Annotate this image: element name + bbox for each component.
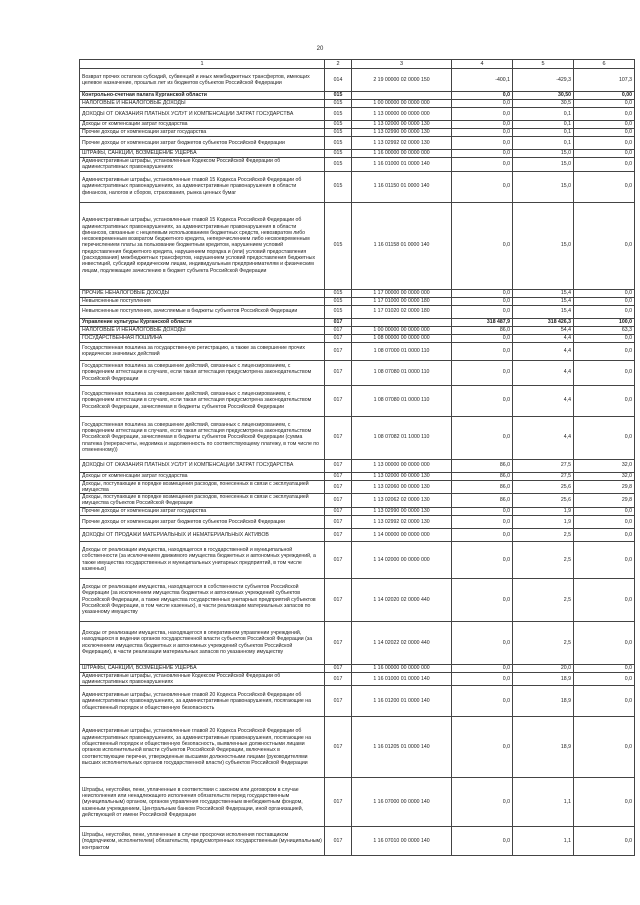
row-code: 015	[325, 121, 352, 129]
row-kbk: 1 17 01020 02 0000 180	[352, 305, 452, 318]
table-row	[80, 158, 635, 172]
row-fact: 2,5	[513, 541, 574, 578]
row-plan: 0,0	[452, 416, 513, 459]
row-fact: 20,0	[513, 664, 574, 672]
row-code: 015	[325, 108, 352, 121]
row-percent: 0,0	[574, 342, 635, 360]
row-code: 017	[325, 334, 352, 342]
row-code: 015	[325, 129, 352, 137]
table-row	[80, 69, 635, 92]
row-code: 017	[325, 326, 352, 334]
row-fact: 0,1	[513, 137, 574, 150]
row-plan: 86,0	[452, 459, 513, 472]
row-code: 015	[325, 297, 352, 305]
row-plan: 318 487,9	[452, 318, 513, 326]
header-cell: 1	[80, 60, 325, 69]
row-plan: 86,0	[452, 480, 513, 494]
row-percent: 107,3	[574, 69, 635, 92]
table-row	[80, 385, 635, 416]
row-fact: 2,5	[513, 528, 574, 541]
row-percent: 0,0	[574, 827, 635, 856]
page-number: 20	[316, 46, 324, 52]
row-percent: 0,0	[574, 578, 635, 621]
row-name: Прочие доходы от компенсации затрат государства	[80, 507, 325, 515]
row-name: Возврат прочих остатков субсидий, субвенций и иных межбюджетных трансфертов, имеющих целевое назначение, прошлых лет из бюджетов субъектов Российской Федерации	[80, 69, 325, 92]
row-kbk: 1 16 01200 01 0000 140	[352, 686, 452, 717]
row-fact: 2,5	[513, 621, 574, 664]
row-name: Доходы от реализации имущества, находящегося в оперативном управлении учреждений, находящихся в ведении органов государственной власти субъектов Российской Федерации (за исключением имущества бюджетных и автономных учреждений субъектов Российской Федерации), в части реализации материальных запасов по указанному имуществу	[80, 621, 325, 664]
row-plan: 86,0	[452, 494, 513, 508]
row-code: 014	[325, 69, 352, 92]
table-row	[80, 686, 635, 717]
row-kbk: 1 00 00000 00 0000 000	[352, 326, 452, 334]
row-fact: 1,9	[513, 507, 574, 515]
row-name: ШТРАФЫ, САНКЦИИ, ВОЗМЕЩЕНИЕ УЩЕРБА	[80, 150, 325, 158]
row-name: Административные штрафы, установленные главой 20 Кодекса Российской Федерации об административных правонарушениях, за административные правонарушения, посягающие на общественный порядок и общественную безопасность	[80, 686, 325, 717]
row-percent: 32,0	[574, 472, 635, 480]
row-code: 017	[325, 686, 352, 717]
row-name: ПРОЧИЕ НЕНАЛОГОВЫЕ ДОХОДЫ	[80, 289, 325, 297]
row-fact: 54,4	[513, 326, 574, 334]
table-row	[80, 108, 635, 121]
row-name: Административные штрафы, установленные главой 15 Кодекса Российской Федерации об административных правонарушениях, за административные правонарушения в области финансов, связанные с нецелевым использованием бюджетных средств, невозвратом либо несвоевременным возвратом бюджетного кредита, неперечислением либо несвоевременным перечислением платы за пользование бюджетным кредитом, нарушением условий предоставления бюджетного кредита, нарушением порядка и (или) условий предоставления (расходования) межбюджетных трансфертов, нарушением условий предоставления бюджетных инвестиций, субсидий юридическим лицам, индивидуальным предпринимателям и физическим лицам, подлежащие зачислению в бюджет субъекта Российской Федерации	[80, 202, 325, 289]
header-cell: 2	[325, 60, 352, 69]
row-code: 015	[325, 171, 352, 202]
table-row	[80, 342, 635, 360]
row-fact: 15,0	[513, 158, 574, 172]
row-plan: 0,0	[452, 621, 513, 664]
revenue-table	[79, 59, 635, 856]
table-row	[80, 121, 635, 129]
row-percent: 0,0	[574, 305, 635, 318]
row-name: Прочие доходы от компенсации затрат государства	[80, 129, 325, 137]
row-fact: 4,4	[513, 342, 574, 360]
row-percent: 0,0	[574, 100, 635, 108]
row-name: Доходы, поступающие в порядке возмещения расходов, понесенных в связи с эксплуатацией имущества	[80, 480, 325, 494]
table-header-row	[80, 60, 635, 69]
row-code: 017	[325, 717, 352, 778]
row-fact: 0,1	[513, 121, 574, 129]
row-code: 017	[325, 480, 352, 494]
row-name: Невыясненные поступления	[80, 297, 325, 305]
row-percent: 0,0	[574, 664, 635, 672]
row-name: Штрафы, неустойки, пени, уплаченные в соответствии с законом или договором в случае неисполнения или ненадлежащего исполнения обязательств перед государственным (муниципальным) органом, органом управления государственным внебюджетным фондом, казенным учреждением, Центральным банком Российской Федерации, иной организацией, действующей от имени Российской Федерации	[80, 778, 325, 827]
row-percent: 29,8	[574, 480, 635, 494]
row-code: 017	[325, 360, 352, 385]
row-fact: 15,4	[513, 297, 574, 305]
row-code: 017	[325, 318, 352, 326]
row-name: Административные штрафы, установленные Кодексом Российской Федерации об административных правонарушениях	[80, 158, 325, 172]
row-code: 017	[325, 515, 352, 528]
row-name: Государственная пошлина за государственную регистрацию, а также за совершение прочих юридически значимых действий	[80, 342, 325, 360]
row-kbk: 1 17 00000 00 0000 000	[352, 289, 452, 297]
row-kbk: 1 08 00000 00 0000 000	[352, 334, 452, 342]
row-kbk: 1 00 00000 00 0000 000	[352, 100, 452, 108]
row-kbk: 1 14 02020 02 0000 440	[352, 578, 452, 621]
row-name: Государственная пошлина за совершение действий, связанных с лицензированием, с проведением аттестации в случаях, если такая аттестация предусмотрена законодательством Российской Федерации, зачисляемая в бюджеты субъектов Российской Федерации	[80, 385, 325, 416]
row-fact: 27,5	[513, 459, 574, 472]
row-fact: 15,4	[513, 289, 574, 297]
row-name: НАЛОГОВЫЕ И НЕНАЛОГОВЫЕ ДОХОДЫ	[80, 100, 325, 108]
row-kbk: 1 16 07000 00 0000 140	[352, 778, 452, 827]
row-code: 017	[325, 507, 352, 515]
table-row	[80, 360, 635, 385]
row-kbk: 1 08 07080 01 0000 110	[352, 385, 452, 416]
row-name: Доходы от реализации имущества, находящегося в государственной и муниципальной собственности (за исключением движимого имущества бюджетных и автономных учреждений, а также имущества государственных и муниципальных унитарных предприятий, в том числе казенных)	[80, 541, 325, 578]
table-row	[80, 578, 635, 621]
table-row	[80, 664, 635, 672]
table-row	[80, 289, 635, 297]
table-row	[80, 621, 635, 664]
row-name: ДОХОДЫ ОТ ОКАЗАНИЯ ПЛАТНЫХ УСЛУГ И КОМПЕНСАЦИИ ЗАТРАТ ГОСУДАРСТВА	[80, 108, 325, 121]
row-plan: 0,0	[452, 108, 513, 121]
row-percent: 0,0	[574, 171, 635, 202]
table-row	[80, 100, 635, 108]
row-kbk: 1 13 02060 00 0000 130	[352, 480, 452, 494]
table-row	[80, 528, 635, 541]
row-plan: 0,0	[452, 686, 513, 717]
row-name: Административные штрафы, установленные главой 15 Кодекса Российской Федерации об административных правонарушениях, за административные правонарушения в области финансов, налогов и сборов, страхования, рынка ценных бумаг	[80, 171, 325, 202]
row-fact: -429,3	[513, 69, 574, 92]
row-fact: 25,6	[513, 494, 574, 508]
row-kbk: 1 13 02062 02 0000 130	[352, 494, 452, 508]
table-row	[80, 416, 635, 459]
row-plan: 0,0	[452, 827, 513, 856]
row-name: ДОХОДЫ ОТ ПРОДАЖИ МАТЕРИАЛЬНЫХ И НЕМАТЕРИАЛЬНЫХ АКТИВОВ	[80, 528, 325, 541]
row-code: 017	[325, 664, 352, 672]
row-name: ГОСУДАРСТВЕННАЯ ПОШЛИНА	[80, 334, 325, 342]
table-row	[80, 318, 635, 326]
table-row	[80, 305, 635, 318]
row-percent: 29,8	[574, 494, 635, 508]
row-kbk: 1 16 01150 01 0000 140	[352, 171, 452, 202]
row-code: 017	[325, 342, 352, 360]
row-name: Доходы от компенсации затрат государства	[80, 121, 325, 129]
table-row	[80, 515, 635, 528]
row-fact: 25,6	[513, 480, 574, 494]
row-kbk: 1 08 07000 01 0000 110	[352, 342, 452, 360]
row-kbk: 1 13 02000 00 0000 130	[352, 121, 452, 129]
table-row	[80, 507, 635, 515]
row-plan: 0,0	[452, 129, 513, 137]
row-code: 017	[325, 778, 352, 827]
row-kbk: 1 16 01000 01 0000 140	[352, 672, 452, 686]
row-kbk: 1 17 01000 00 0000 180	[352, 297, 452, 305]
row-plan: 0,0	[452, 334, 513, 342]
table-row	[80, 717, 635, 778]
row-fact: 2,5	[513, 578, 574, 621]
table-row	[80, 334, 635, 342]
row-plan: 0,0	[452, 360, 513, 385]
row-percent: 0,0	[574, 158, 635, 172]
row-percent: 0,0	[574, 129, 635, 137]
row-code: 015	[325, 100, 352, 108]
row-plan: 0,0	[452, 150, 513, 158]
row-fact: 4,4	[513, 416, 574, 459]
row-code: 015	[325, 305, 352, 318]
row-name: Административные штрафы, установленные главой 20 Кодекса Российской Федерации об административных правонарушениях, за административные правонарушения, посягающие на общественный порядок и общественную безопасность, выявленные должностными лицами органов исполнительной власти субъектов Российской Федерации, включенных в соответствующие перечни, утвержденные высшими должностными лицами (руководителями высших исполнительных органов государственной власти) субъектов Российской Федерации	[80, 717, 325, 778]
row-name: ШТРАФЫ, САНКЦИИ, ВОЗМЕЩЕНИЕ УЩЕРБА	[80, 664, 325, 672]
table-row	[80, 137, 635, 150]
row-percent: 0,0	[574, 202, 635, 289]
row-fact: 4,4	[513, 385, 574, 416]
row-name: Доходы, поступающие в порядке возмещения расходов, понесенных в связи с эксплуатацией имущества субъектов Российской Федерации	[80, 494, 325, 508]
table-row	[80, 171, 635, 202]
row-kbk: 1 13 00000 00 0000 000	[352, 459, 452, 472]
row-code: 017	[325, 827, 352, 856]
row-code: 017	[325, 494, 352, 508]
row-fact: 15,0	[513, 150, 574, 158]
row-kbk: 1 14 02022 02 0000 440	[352, 621, 452, 664]
row-code: 015	[325, 150, 352, 158]
row-kbk: 1 16 00000 00 0000 000	[352, 150, 452, 158]
row-code: 015	[325, 158, 352, 172]
table-row	[80, 129, 635, 137]
row-percent: 32,0	[574, 459, 635, 472]
row-kbk: 1 13 02000 00 0000 130	[352, 472, 452, 480]
row-percent: 0,0	[574, 541, 635, 578]
row-fact: 1,9	[513, 515, 574, 528]
row-fact: 1,1	[513, 778, 574, 827]
row-plan: 0,0	[452, 578, 513, 621]
row-percent: 0,0	[574, 416, 635, 459]
row-fact: 0,1	[513, 108, 574, 121]
row-code: 015	[325, 92, 352, 100]
header-cell: 6	[574, 60, 635, 69]
row-fact: 1,1	[513, 827, 574, 856]
row-percent: 0,0	[574, 507, 635, 515]
row-name: Контрольно-счетная палата Курганской области	[80, 92, 325, 100]
row-kbk: 1 13 00000 00 0000 000	[352, 108, 452, 121]
row-fact: 27,5	[513, 472, 574, 480]
row-code: 015	[325, 202, 352, 289]
row-plan: 0,0	[452, 507, 513, 515]
row-plan: 0,0	[452, 342, 513, 360]
table-row	[80, 326, 635, 334]
row-code: 017	[325, 416, 352, 459]
row-fact: 18,9	[513, 672, 574, 686]
header-cell: 4	[452, 60, 513, 69]
row-percent: 0,00	[574, 92, 635, 100]
row-name: Невыясненные поступления, зачисляемые в бюджеты субъектов Российской Федерации	[80, 305, 325, 318]
row-kbk: 1 14 02000 00 0000 000	[352, 541, 452, 578]
row-fact: 18,9	[513, 717, 574, 778]
row-percent: 0,0	[574, 621, 635, 664]
table-row	[80, 494, 635, 508]
table-row	[80, 827, 635, 856]
row-name: Прочие доходы от компенсации затрат бюджетов субъектов Российской Федерации	[80, 515, 325, 528]
table-row	[80, 480, 635, 494]
row-name: Доходы от реализации имущества, находящегося в собственности субъектов Российской Федерации (за исключением имущества бюджетных и автономных учреждений субъектов Российской Федерации, а также имущества государственных унитарных предприятий субъектов Российской Федерации, в том числе казенных), в части реализации материальных запасов по указанному имуществу	[80, 578, 325, 621]
row-code: 017	[325, 541, 352, 578]
row-plan: 0,0	[452, 297, 513, 305]
row-kbk: 1 16 07010 00 0000 140	[352, 827, 452, 856]
row-name: Государственная пошлина за совершение действий, связанных с лицензированием, с проведением аттестации в случаях, если такая аттестация предусмотрена законодательством Российской Федерации	[80, 360, 325, 385]
row-fact: 30,5	[513, 100, 574, 108]
row-kbk: 1 16 01000 01 0000 140	[352, 158, 452, 172]
row-kbk: 1 16 00000 00 0000 000	[352, 664, 452, 672]
header-cell: 5	[513, 60, 574, 69]
row-fact: 318 426,3	[513, 318, 574, 326]
table-row	[80, 778, 635, 827]
row-kbk: 2 19 00000 02 0000 150	[352, 69, 452, 92]
row-fact: 0,1	[513, 129, 574, 137]
row-fact: 15,0	[513, 171, 574, 202]
row-plan: 0,0	[452, 121, 513, 129]
row-percent: 0,0	[574, 360, 635, 385]
row-plan: 0,0	[452, 92, 513, 100]
row-code: 015	[325, 137, 352, 150]
table-row	[80, 202, 635, 289]
row-kbk: 1 16 01158 01 0000 140	[352, 202, 452, 289]
row-name: ДОХОДЫ ОТ ОКАЗАНИЯ ПЛАТНЫХ УСЛУГ И КОМПЕНСАЦИИ ЗАТРАТ ГОСУДАРСТВА	[80, 459, 325, 472]
row-code: 017	[325, 672, 352, 686]
row-name: Доходы от компенсации затрат государства	[80, 472, 325, 480]
row-fact: 18,9	[513, 686, 574, 717]
row-plan: 0,0	[452, 717, 513, 778]
row-plan: 0,0	[452, 778, 513, 827]
table-row	[80, 541, 635, 578]
row-name: Штрафы, неустойки, пени, уплаченные в случае просрочки исполнения поставщиком (подрядчиком, исполнителем) обязательств, предусмотренных государственным (муниципальным) контрактом	[80, 827, 325, 856]
row-name: Управление культуры Курганской области	[80, 318, 325, 326]
row-kbk: 1 13 02990 00 0000 130	[352, 507, 452, 515]
row-fact: 15,4	[513, 305, 574, 318]
row-plan: -400,1	[452, 69, 513, 92]
row-percent: 0,0	[574, 137, 635, 150]
row-plan: 0,0	[452, 158, 513, 172]
row-plan: 0,0	[452, 202, 513, 289]
row-kbk: 1 13 02992 02 0000 130	[352, 137, 452, 150]
row-plan: 0,0	[452, 541, 513, 578]
row-plan: 0,0	[452, 100, 513, 108]
table-row	[80, 150, 635, 158]
row-fact: 15,0	[513, 202, 574, 289]
row-percent: 0,0	[574, 150, 635, 158]
row-percent: 0,0	[574, 334, 635, 342]
row-name: Административные штрафы, установленные Кодексом Российской Федерации об административных правонарушениях	[80, 672, 325, 686]
row-percent: 0,0	[574, 385, 635, 416]
row-fact: 4,4	[513, 334, 574, 342]
row-code: 015	[325, 289, 352, 297]
row-plan: 0,0	[452, 528, 513, 541]
row-percent: 0,0	[574, 778, 635, 827]
row-percent: 0,0	[574, 515, 635, 528]
row-percent: 0,0	[574, 289, 635, 297]
row-percent: 0,0	[574, 672, 635, 686]
row-kbk: 1 13 02990 00 0000 130	[352, 129, 452, 137]
row-code: 017	[325, 459, 352, 472]
row-plan: 0,0	[452, 515, 513, 528]
row-percent: 0,0	[574, 297, 635, 305]
row-percent: 0,0	[574, 686, 635, 717]
row-plan: 0,0	[452, 305, 513, 318]
row-code: 017	[325, 472, 352, 480]
row-kbk: 1 13 02992 02 0000 130	[352, 515, 452, 528]
row-name: НАЛОГОВЫЕ И НЕНАЛОГОВЫЕ ДОХОДЫ	[80, 326, 325, 334]
header-cell: 3	[352, 60, 452, 69]
row-plan: 0,0	[452, 385, 513, 416]
row-plan: 0,0	[452, 672, 513, 686]
row-plan: 0,0	[452, 289, 513, 297]
row-kbk	[352, 318, 452, 326]
row-code: 017	[325, 578, 352, 621]
row-kbk: 1 16 01205 01 0000 140	[352, 717, 452, 778]
row-fact: 30,50	[513, 92, 574, 100]
row-plan: 86,0	[452, 472, 513, 480]
row-kbk	[352, 92, 452, 100]
row-code: 017	[325, 621, 352, 664]
row-percent: 0,0	[574, 528, 635, 541]
row-code: 017	[325, 385, 352, 416]
table-row	[80, 459, 635, 472]
row-name: Государственная пошлина за совершение действий, связанных с лицензированием, с проведением аттестации в случаях, если такая аттестация предусмотрена законодательством Российской Федерации, зачисляемая в бюджеты субъектов Российской Федерации (сумма платежа (перерасчеты, недоимка и задолженность по соответствующему платежу, в том числе по отмененному))	[80, 416, 325, 459]
row-fact: 4,4	[513, 360, 574, 385]
row-plan: 0,0	[452, 664, 513, 672]
row-percent: 0,0	[574, 717, 635, 778]
table-row	[80, 472, 635, 480]
row-percent: 63,3	[574, 326, 635, 334]
row-code: 017	[325, 528, 352, 541]
row-percent: 100,0	[574, 318, 635, 326]
row-kbk: 1 08 07082 01 1000 110	[352, 416, 452, 459]
row-plan: 0,0	[452, 137, 513, 150]
row-kbk: 1 08 07080 01 0000 110	[352, 360, 452, 385]
row-percent: 0,0	[574, 108, 635, 121]
row-plan: 86,0	[452, 326, 513, 334]
row-name: Прочие доходы от компенсации затрат бюджетов субъектов Российской Федерации	[80, 137, 325, 150]
table-row	[80, 92, 635, 100]
row-kbk: 1 14 00000 00 0000 000	[352, 528, 452, 541]
row-percent: 0,0	[574, 121, 635, 129]
table-row	[80, 297, 635, 305]
row-plan: 0,0	[452, 171, 513, 202]
table-row	[80, 672, 635, 686]
